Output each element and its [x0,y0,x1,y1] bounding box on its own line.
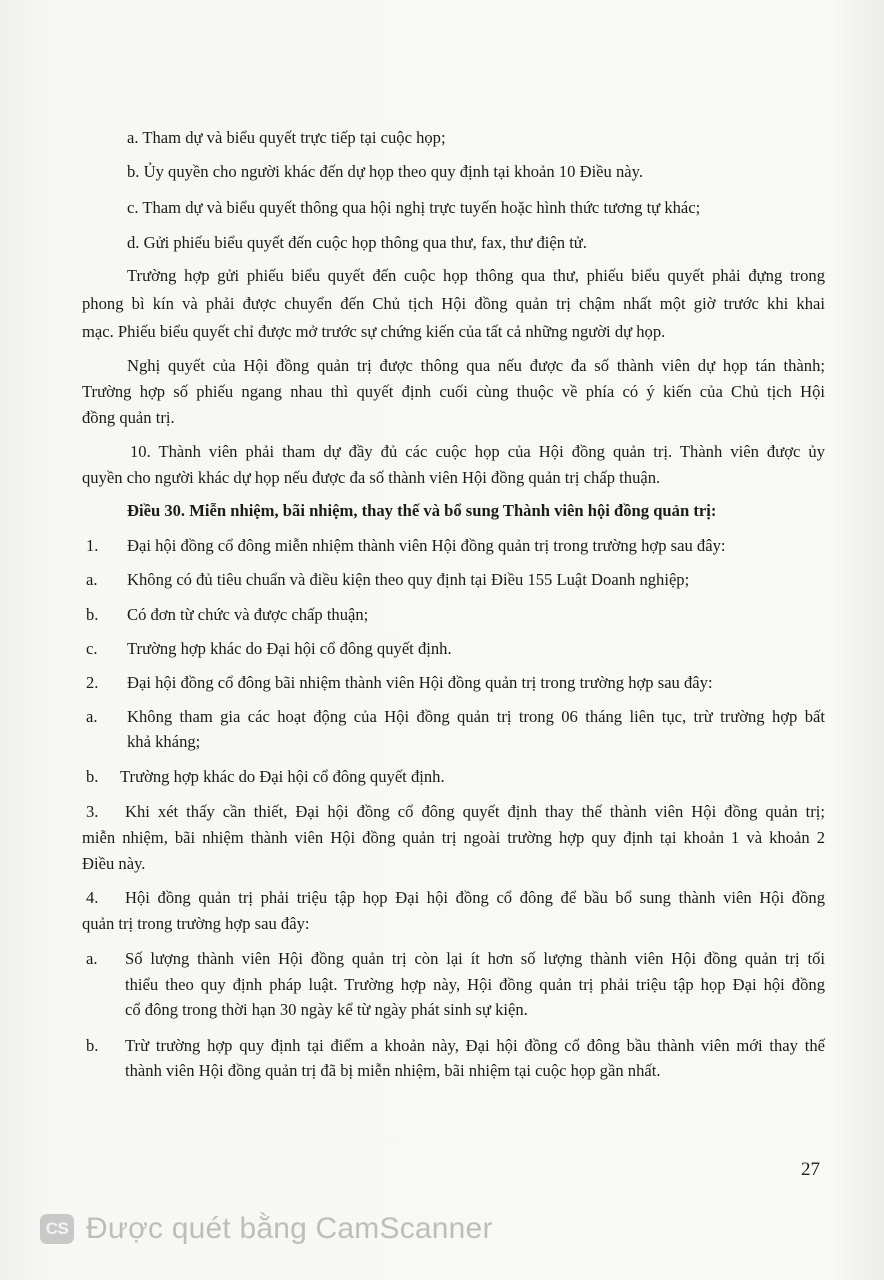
camscanner-watermark [40,1209,493,1249]
list-marker: a. [86,949,98,968]
text-line: quyền cho người khác dự họp nếu được đa số thành viên Hội đồng quản trị chấp thuận. [82,468,661,487]
text-line: miễn nhiệm, bãi nhiệm thành viên Hội đồng quản trị ngoài trường hợp quy định tại khoản 1 và khoản 2 [82,828,825,847]
text-line: Nghị quyết của Hội đồng quản trị được thông qua nếu được đa số thành viên dự họp tán thành; [127,356,825,375]
text-line: thành viên Hội đồng quản trị đã bị miễn nhiệm, bãi nhiệm tại cuộc họp gần nhất. [125,1061,661,1080]
text-line: Không có đủ tiêu chuẩn và điều kiện theo quy định tại Điều 155 Luật Doanh nghiệp; [127,570,690,589]
list-marker: 3. [86,802,99,821]
text-line: quản trị trong trường hợp sau đây: [82,914,310,933]
text-line: Điều này. [82,854,146,873]
list-marker: 4. [86,888,99,907]
text-line: Khi xét thấy cần thiết, Đại hội đồng cổ đông quyết định thay thế thành viên Hội đồng quản trị; [125,802,825,821]
list-marker: b. [86,767,99,786]
text-line: 10. Thành viên phải tham dự đầy đủ các cuộc họp của Hội đồng quản trị. Thành viên được ủy [130,442,825,461]
text-line: mạc. Phiếu biểu quyết chỉ được mở trước sự chứng kiến của tất cả những người dự họp. [82,322,666,341]
text-line: Trường hợp gửi phiếu biểu quyết đến cuộc họp thông qua thư, phiếu biểu quyết phải đựng trong [127,266,825,285]
camscanner-logo-icon: CS [40,1214,74,1244]
watermark-text: Được quét bằng CamScanner [86,1212,493,1245]
text-line: a. Tham dự và biểu quyết trực tiếp tại cuộc họp; [127,128,446,147]
text-line: Đại hội đồng cổ đông miễn nhiệm thành viên Hội đồng quản trị trong trường hợp sau đây: [127,536,726,555]
text-line: Trừ trường hợp quy định tại điểm a khoản này, Đại hội đồng cổ đông bầu thành viên mới thay thế [125,1036,825,1055]
list-marker: 1. [86,536,99,555]
text-line: Đại hội đồng cổ đông bãi nhiệm thành viên Hội đồng quản trị trong trường hợp sau đây: [127,673,713,692]
page-number: 27 [801,1159,820,1180]
text-line: b. Ủy quyền cho người khác đến dự họp theo quy định tại khoản 10 Điều này. [127,162,644,181]
text-line: thiểu theo quy định pháp luật. Trường hợp này, Hội đồng quản trị phải triệu tập họp Đại hội đồng [125,975,825,994]
text-line: d. Gửi phiếu biểu quyết đến cuộc họp thông qua thư, fax, thư điện tử. [127,233,587,252]
text-line: cổ đông trong thời hạn 30 ngày kể từ ngày phát sinh sự kiện. [125,1000,528,1019]
text-line: Có đơn từ chức và được chấp thuận; [127,605,369,624]
text-line: Trường hợp khác do Đại hội cổ đông quyết định. [127,639,452,658]
text-line: c. Tham dự và biểu quyết thông qua hội nghị trực tuyến hoặc hình thức tương tự khác; [127,198,701,217]
text-line: phong bì kín và phải được chuyển đến Chủ tịch Hội đồng quản trị chậm nhất một giờ trước khi khai [82,294,825,313]
list-marker: a. [86,707,98,726]
list-marker: b. [86,605,99,624]
list-marker: c. [86,639,98,658]
list-marker: a. [86,570,98,589]
text-line: Không tham gia các hoạt động của Hội đồng quản trị trong 06 tháng liên tục, trừ trường hợp bất [127,707,825,726]
list-marker: b. [86,1036,99,1055]
article-heading: Điều 30. Miễn nhiệm, bãi nhiệm, thay thế và bổ sung Thành viên hội đồng quản trị: [127,501,717,520]
text-line: Số lượng thành viên Hội đồng quản trị còn lại ít hơn số lượng thành viên Hội đồng quản trị tối [125,949,825,968]
text-line: đồng quản trị. [82,408,175,427]
text-line: Hội đồng quản trị phải triệu tập họp Đại hội đồng cổ đông để bầu bổ sung thành viên Hội đồng [125,888,825,907]
text-line: khả kháng; [127,732,201,751]
list-marker: 2. [86,673,99,692]
text-line: Trường hợp số phiếu ngang nhau thì quyết định cuối cùng thuộc về phía có ý kiến của Chủ tịch Hội [82,382,825,401]
text-line: Trường hợp khác do Đại hội cổ đông quyết định. [120,767,445,786]
